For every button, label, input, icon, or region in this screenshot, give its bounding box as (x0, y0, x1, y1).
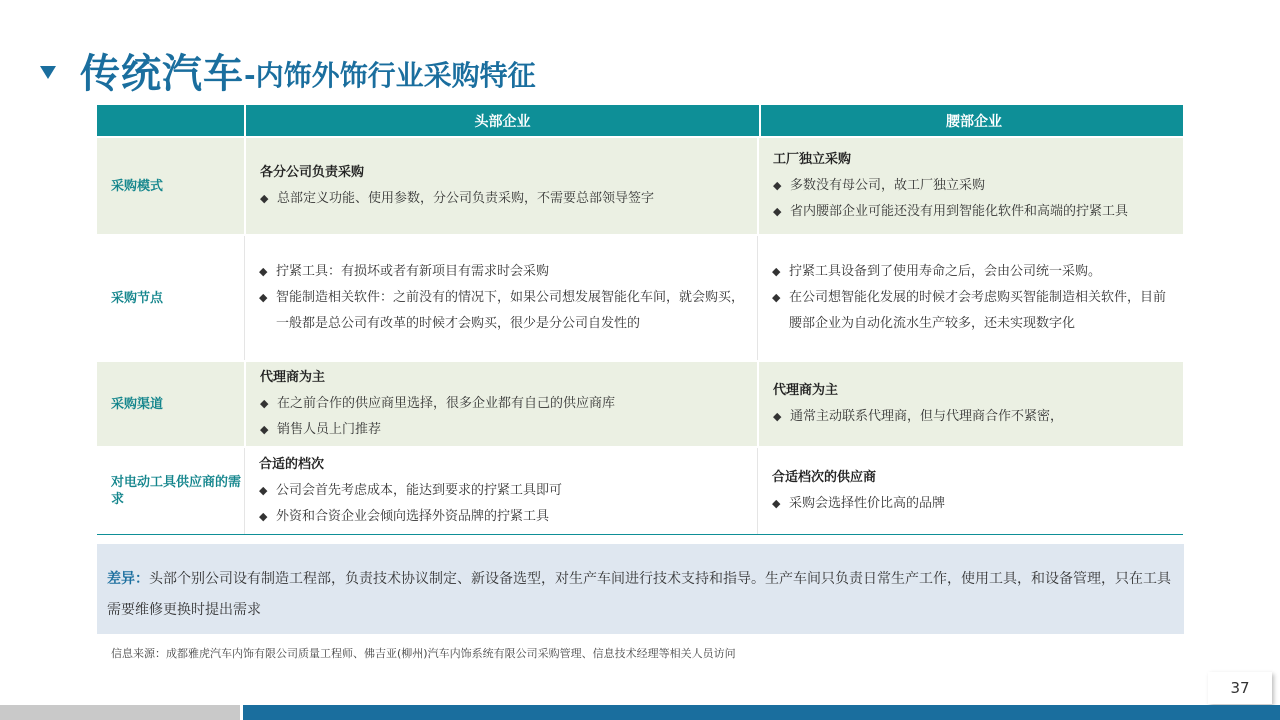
triangle-down-icon (40, 66, 56, 79)
list-item: ◆ 采购会选择性价比高的品牌 (772, 491, 1175, 517)
table-row (97, 446, 1183, 535)
diamond-bullet-icon: ◆ (260, 192, 269, 205)
list-item: ◆ 通常主动联系代理商，但与代理商合作不紧密， (773, 404, 1175, 430)
cell-subtitle: 工厂独立采购 (773, 152, 852, 167)
list-item: ◆ 总部定义功能、使用参数，分公司负责采购，不需要总部领导签字 (260, 186, 749, 212)
head-cell (244, 138, 757, 234)
list-item: ◆ 销售人员上门推荐 (260, 417, 749, 443)
comparison-table (97, 105, 1183, 535)
diamond-bullet-icon: ◆ (773, 205, 782, 218)
list-item: ◆ 在之前合作的供应商里选择，很多企业都有自己的供应商库 (260, 391, 749, 417)
list-item: ◆ 拧紧工具设备到了使用寿命之后，会由公司统一采购。 (772, 259, 1175, 285)
cell-subtitle: 代理商为主 (260, 370, 326, 385)
list-item: ◆ 省内腰部企业可能还没有用到智能化软件和高端的拧紧工具 (773, 199, 1175, 225)
diamond-bullet-icon: ◆ (772, 265, 781, 278)
table-row (97, 360, 1183, 446)
diamond-bullet-icon: ◆ (773, 179, 782, 192)
difference-label: 差异： (107, 571, 149, 587)
diamond-bullet-icon: ◆ (260, 397, 269, 410)
page-title (40, 42, 536, 98)
footer-bar-blue (243, 705, 1280, 720)
difference-note (97, 544, 1184, 634)
diamond-bullet-icon: ◆ (773, 410, 782, 423)
list-item: ◆ 多数没有母公司，故工厂独立采购 (773, 173, 1175, 199)
row-label: 采购模式 (111, 178, 164, 194)
diamond-bullet-icon: ◆ (259, 265, 268, 278)
diamond-bullet-icon: ◆ (260, 423, 269, 436)
diamond-bullet-icon: ◆ (259, 484, 268, 497)
difference-text: 头部个别公司设有制造工程部，负责技术协议制定、新设备选型，对生产车间进行技术支持和指导。生产车间只负责日常生产工作，使用工具，和设备管理，只在工具需要维修更换时提出需求 (107, 571, 1171, 618)
waist-cell (757, 236, 1183, 360)
head-cell (244, 448, 757, 534)
diamond-bullet-icon: ◆ (772, 497, 781, 510)
cell-subtitle: 合适档次的供应商 (772, 470, 877, 485)
title-main: 传统汽车 (80, 50, 244, 97)
source-note: 信息来源：成都雅虎汽车内饰有限公司质量工程师、佛吉亚(柳州)汽车内饰系统有限公司采购管理、信息技术经理等相关人员访问 (111, 647, 736, 660)
waist-cell (757, 448, 1183, 534)
header-waist-enterprise: 腰部企业 (759, 105, 1187, 136)
row-label: 采购渠道 (111, 396, 164, 412)
waist-cell (757, 138, 1183, 234)
header-corner (97, 105, 244, 136)
list-item: ◆ 公司会首先考虑成本，能达到要求的拧紧工具即可 (259, 478, 749, 504)
list-item: ◆ 外资和合资企业会倾向选择外资品牌的拧紧工具 (259, 504, 749, 530)
head-cell (244, 236, 757, 360)
cell-subtitle: 各分公司负责采购 (260, 165, 365, 180)
diamond-bullet-icon: ◆ (772, 291, 781, 304)
head-cell (244, 362, 757, 446)
table-row (97, 136, 1183, 234)
table-row (97, 234, 1183, 360)
footer-bar-gray (0, 705, 240, 720)
list-item: ◆ 智能制造相关软件：之前没有的情况下，如果公司想发展智能化车间，就会购买，一般都是总公司有改革的时候才会购买，很少是分公司自发性的 (259, 285, 749, 337)
waist-cell (757, 362, 1183, 446)
row-label: 采购节点 (111, 290, 164, 306)
page-number: 37 (1208, 672, 1272, 704)
diamond-bullet-icon: ◆ (259, 510, 268, 523)
diamond-bullet-icon: ◆ (259, 291, 268, 304)
title-sub: -内饰外饰行业采购特征 (244, 59, 536, 92)
cell-subtitle: 合适的档次 (259, 457, 325, 472)
list-item: ◆ 拧紧工具：有损坏或者有新项目有需求时会采购 (259, 259, 749, 285)
row-label: 对电动工具供应商的需求 (111, 475, 242, 507)
list-item: ◆ 在公司想智能化发展的时候才会考虑购买智能制造相关软件，目前腰部企业为自动化流水生产较多，还未实现数字化 (772, 285, 1175, 337)
header-head-enterprise: 头部企业 (244, 105, 759, 136)
table-header (97, 105, 1183, 136)
cell-subtitle: 代理商为主 (773, 383, 839, 398)
